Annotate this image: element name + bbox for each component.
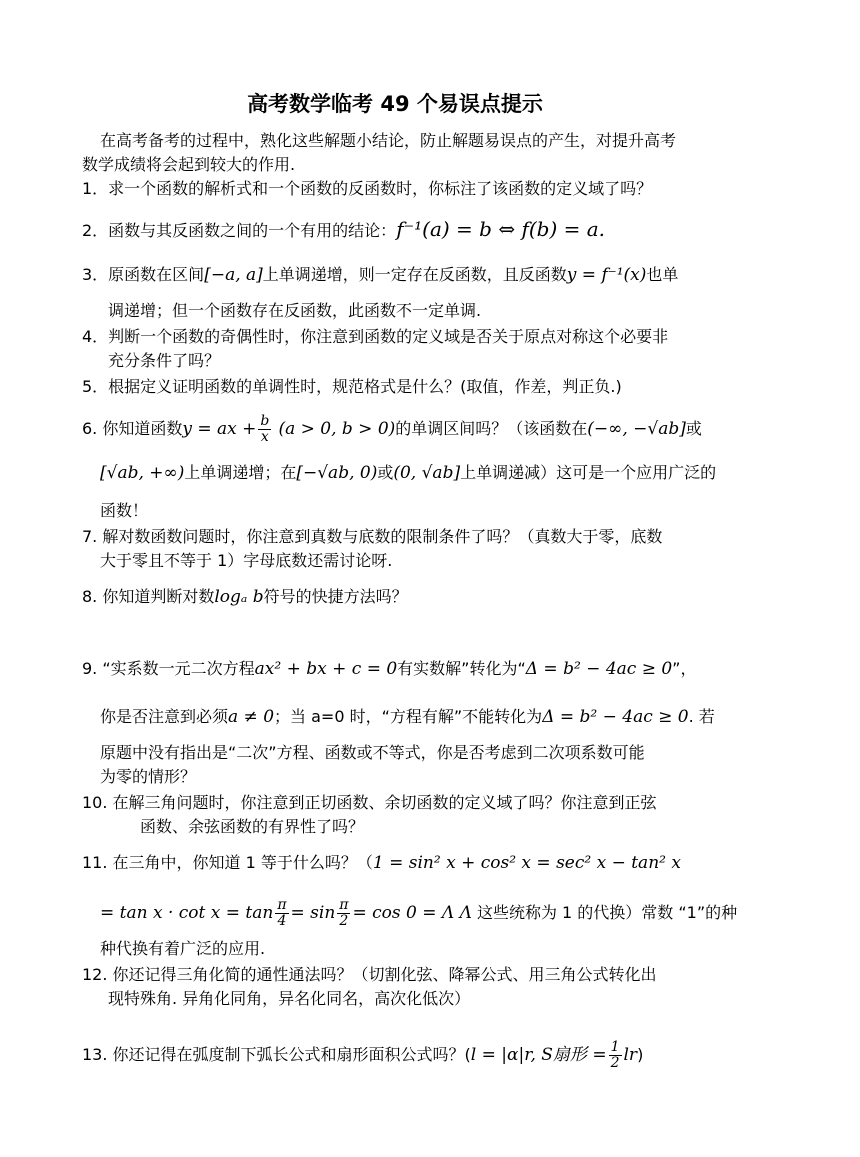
- fraction-denominator: 2: [339, 913, 349, 929]
- item-11-line-1: [82, 852, 681, 874]
- item-9-discriminant-2: Δ = b² − 4ac ≥ 0: [542, 707, 689, 727]
- item-13-text-a: 13. 你还记得在弧度制下弧长公式和扇形面积公式吗？(: [82, 1045, 471, 1064]
- item-11-identity-4: = cos 0 = Λ Λ: [352, 903, 472, 923]
- item-6-text-a: 6. 你知道函数: [82, 419, 183, 438]
- item-6-text-d: 上单调递增；在: [184, 463, 297, 482]
- item-3-interval: [−a, a]: [204, 265, 263, 285]
- item-9-line-4: 为零的情形？: [100, 767, 197, 786]
- item-6-line-1: [82, 414, 702, 445]
- fraction-numerator: b: [260, 413, 270, 429]
- item-11-identity-2: = tan x · cot x = tan: [100, 903, 274, 923]
- item-6-line-2: [100, 462, 716, 484]
- item-9-text-e: ；当 a=0 时，“方程有解”不能转化为: [274, 707, 543, 726]
- item-9-line-1: [82, 658, 696, 680]
- item-6-text-e: 或: [377, 463, 394, 482]
- item-6-condition: (a > 0, b > 0): [278, 419, 396, 439]
- item-13-formula-2: lr: [623, 1045, 638, 1065]
- item-9-condition: a ≠ 0: [228, 707, 275, 727]
- item-10-line-1: 10. 在解三角问题时，你注意到正切函数、余切函数的定义域了吗？你注意到正弦: [82, 793, 657, 812]
- item-6-interval-1: (−∞, −√ab]: [587, 419, 686, 439]
- item-2-formula: f⁻¹(a) = b ⇔ f(b) = a.: [396, 217, 606, 241]
- item-4-line-2: 充分条件了吗？: [108, 351, 221, 370]
- item-2: [82, 218, 605, 242]
- item-10-line-2: 函数、余弦函数的有界性了吗？: [140, 817, 365, 836]
- item-11-fraction-2: [337, 898, 350, 929]
- item-7-line-2: 大于零且不等于 1）字母底数还需讨论呀.: [100, 551, 393, 570]
- item-12-line-2: 现特殊角. 异角化同角，异名化同名，高次化低次）: [108, 989, 471, 1008]
- fraction-numerator: π: [277, 897, 287, 913]
- item-6-line-3: 函数！: [100, 501, 149, 520]
- intro-line-2: 数学成绩将会起到较大的作用.: [82, 155, 296, 174]
- item-6-function: y = ax +: [182, 419, 257, 439]
- item-13: [82, 1040, 643, 1071]
- item-9-text-f: . 若: [688, 707, 715, 726]
- item-3-line-1: [82, 264, 678, 286]
- item-9-discriminant: Δ = b² − 4ac ≥ 0: [525, 659, 673, 679]
- item-13-fraction: [609, 1040, 622, 1071]
- fraction-denominator: 2: [610, 1055, 620, 1071]
- item-2-text: 2．函数与其反函数之间的一个有用的结论：: [82, 221, 397, 240]
- item-13-text-b: ): [637, 1045, 644, 1064]
- item-3-text-c: 也单: [646, 265, 679, 284]
- item-11-fraction-1: [275, 898, 288, 929]
- item-6-interval-4: (0, √ab]: [393, 463, 461, 483]
- item-8: [82, 586, 408, 608]
- item-9-equation: ax² + bx + c = 0: [254, 659, 398, 679]
- item-9-text-c: ”，: [672, 659, 697, 678]
- intro-line-1: 在高考备考的过程中，熟化这些解题小结论，防止解题易误点的产生，对提升高考: [100, 131, 677, 150]
- item-6-interval-3: [−√ab, 0): [296, 463, 378, 483]
- item-6-text-f: 上单调递减）这可是一个应用广泛的: [460, 463, 717, 482]
- item-8-text-a: 8. 你知道判断对数: [82, 587, 215, 606]
- item-3-inverse-formula: y = f⁻¹(x): [566, 265, 647, 285]
- page-title: 高考数学临考 49 个易误点提示: [247, 92, 543, 116]
- item-11-text-a: 11. 在三角中，你知道 1 等于什么吗？（: [82, 853, 373, 872]
- item-4-line-1: 4．判断一个函数的奇偶性时，你注意到函数的定义域是否关于原点对称这个必要非: [82, 327, 669, 346]
- fraction-denominator: 4: [277, 913, 287, 929]
- item-7-line-1: 7. 解对数函数问题时，你注意到真数与底数的限制条件了吗？（真数大于零，底数: [82, 527, 663, 546]
- item-6-fraction: [258, 414, 271, 445]
- fraction-numerator: π: [339, 897, 349, 913]
- item-3-text-b: 上单调递增，则一定存在反函数，且反函数: [262, 265, 567, 284]
- item-11-line-3: 种代换有着广泛的应用.: [100, 939, 266, 958]
- item-11-line-2: [100, 898, 737, 929]
- item-13-formula: l = |α|r, S扇形 =: [470, 1045, 607, 1065]
- item-12-line-1: 12. 你还记得三角化简的通性通法吗？（切割化弦、降幂公式、用三角公式转化出: [82, 965, 657, 984]
- fraction-numerator: 1: [610, 1039, 620, 1055]
- item-9-text-b: 有实数解”转化为“: [397, 659, 526, 678]
- item-5: 5．根据定义证明函数的单调性时，规范格式是什么？(取值，作差，判正负.): [82, 377, 622, 396]
- item-9-line-2: [100, 706, 715, 728]
- item-6-interval-2: [√ab, +∞): [100, 463, 185, 483]
- item-11-identity-3: = sin: [290, 903, 336, 923]
- item-8-text-b: 符号的快捷方法吗？: [263, 587, 408, 606]
- item-9-text-a: 9. “实系数一元二次方程: [82, 659, 255, 678]
- fraction-denominator: x: [260, 429, 269, 445]
- item-3-text-a: 3．原函数在区间: [82, 265, 205, 284]
- item-6-text-c: 或: [685, 419, 702, 438]
- item-6-text-b: 的单调区间吗？（该函数在: [395, 419, 588, 438]
- item-9-text-d: 你是否注意到必须: [100, 707, 229, 726]
- item-11-text-b: 这些统称为 1 的代换）常数 “1”的种: [476, 903, 738, 922]
- item-8-log-formula: logₐ b: [214, 587, 264, 607]
- item-1: 1．求一个函数的解析式和一个函数的反函数时，你标注了该函数的定义域了吗？: [82, 179, 653, 198]
- item-11-identity: 1 = sin² x + cos² x = sec² x − tan² x: [372, 853, 681, 873]
- item-9-line-3: 原题中没有指出是“二次”方程、函数或不等式，你是否考虑到二次项系数可能: [100, 743, 645, 762]
- item-3-line-2: 调递增；但一个函数存在反函数，此函数不一定单调.: [108, 301, 482, 320]
